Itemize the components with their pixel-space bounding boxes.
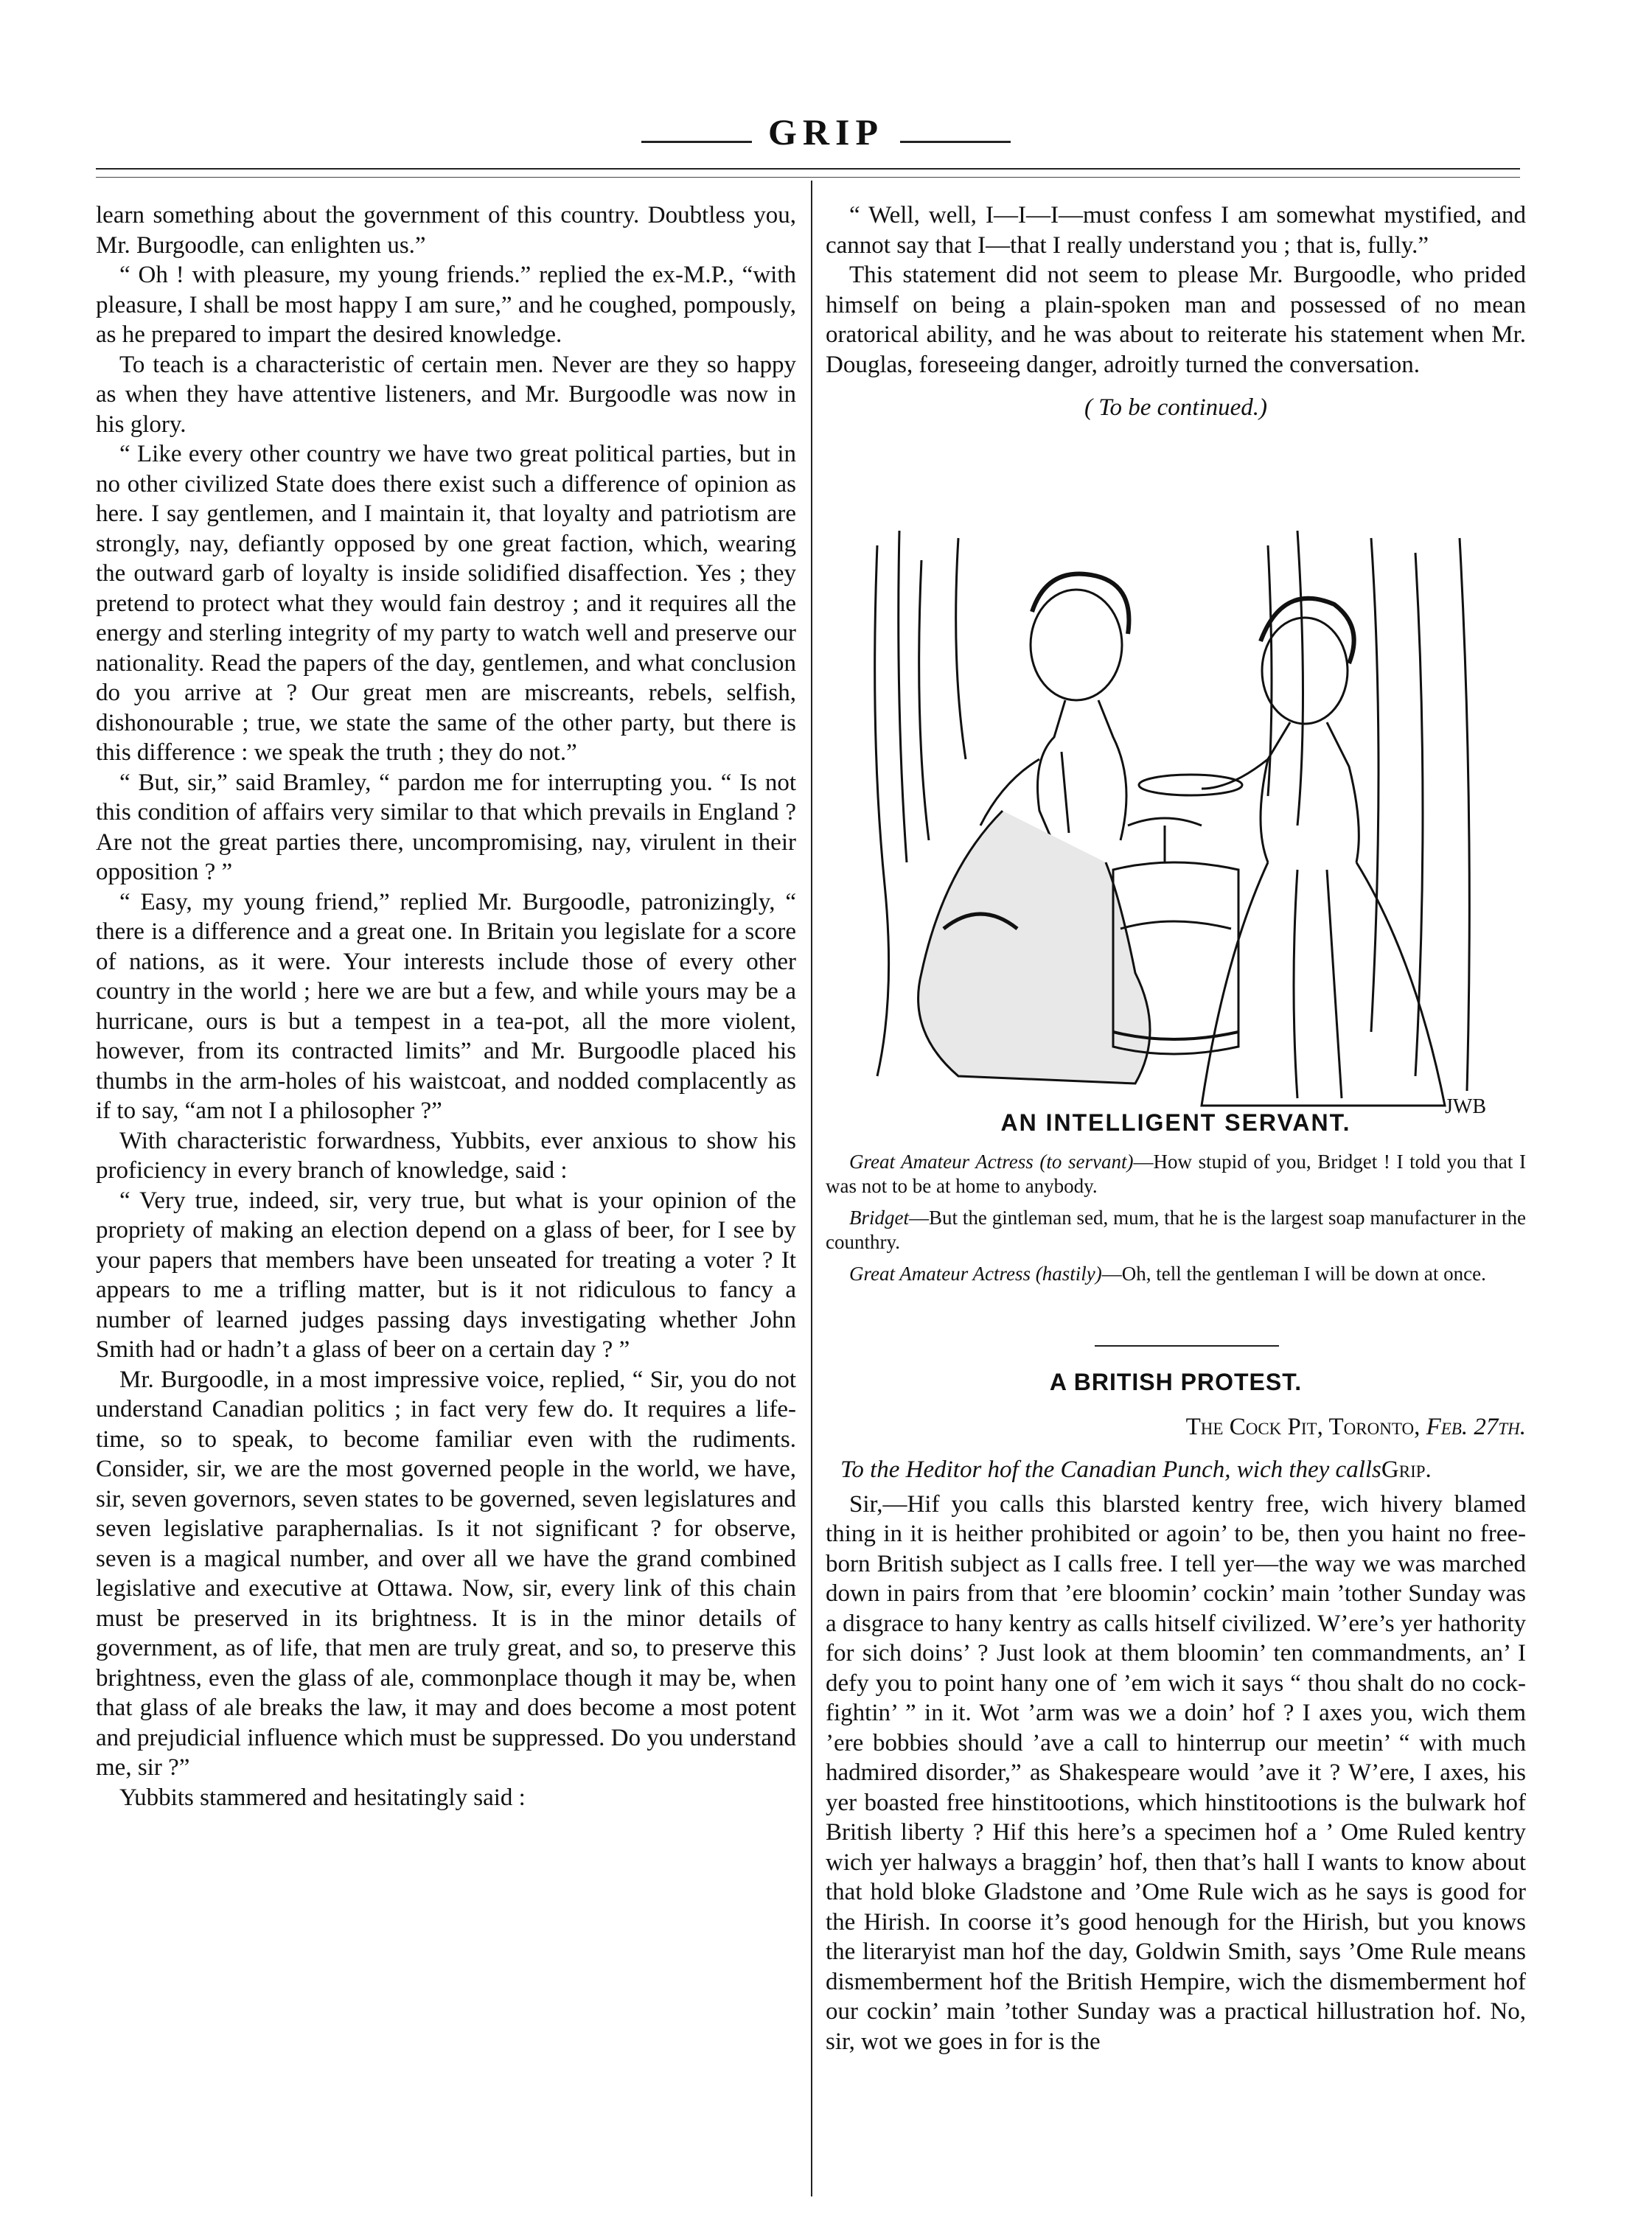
dateline-place: The Cock Pit, Toronto, <box>1185 1413 1421 1440</box>
address-text: To the Heditor hof the Canadian Punch, wich they calls <box>840 1456 1381 1483</box>
masthead <box>0 111 1652 153</box>
masthead-rule-left <box>641 141 752 143</box>
section-divider <box>1095 1345 1279 1347</box>
caption-speaker: Great Amateur Actress (to servant) <box>849 1151 1134 1173</box>
dateline-date: Feb. 27th. <box>1426 1413 1526 1440</box>
caption-line <box>826 1206 1526 1254</box>
cartoon-title: AN INTELLIGENT SERVANT. <box>1000 1109 1351 1136</box>
article-body: Sir,—Hif you calls this blarsted kentry free, wich hivery blamed thing in it is heither prohibited or agoin’ to be, then you haint no free-born British subject as I calls free. I tell yer—the way we was marched down in pairs from that ’ere bloomin’ cockin’ main ’tother Sunday was a disgrace to hany kentry as calls hitself civilized. W’ere’s yer hathority for sich doins’ ? Just look at them bloomin’ ten commandments, an’ I defy you to point hany one of ’em wich it says “ thou shalt do no cock-fightin’ ” in it. Wot ’arm was we a doin’ hof ? I axes you, wich them ’ere bobbies should ’ave a call to hinterrup our meetin’ “ with much hadmired disorder,” as Shakespeare would ’ave it ? W’ere, I axes, his yer boasted free hinstitootions, which hinstitootions is the bulwark hof British liberty ? Hif this here’s a specimen hof a ’ Ome Ruled kentry wich yer halways a braggin’ hof, then that’s hall I wants to know about that hold bloke Gladstone and ’Ome Rule wich as he says is good for the Hirish. In coorse it’s good henough for the Hirish, but you knows the literaryist man hof the day, Goldwin Smith, says ’Ome Rule means dismemberment hof the British Hempire, wich the dismemberment hof our cockin’ main ’tother Sunday was a practical hillustration hof. No, sir, wot we goes in for is the <box>826 1490 1526 2055</box>
masthead-rule-right <box>900 141 1011 143</box>
british-protest-article <box>826 1367 1526 2056</box>
header-rule-thin <box>96 177 1520 178</box>
address-name: Grip. <box>1381 1456 1432 1483</box>
column-divider <box>811 181 812 2196</box>
paragraph: Mr. Burgoodle, in a most impressive voice, replied, “ Sir, you do not understand Canadian politics ; in fact very few do. It requires a life-time, so to speak, to become familiar even with the rudiments. Consider, sir, we are the most governed people in the world, we have, sir, seven governors, seven states to be governed, seven legislatures and seven legislative paraphernalias. Is it not significant ? for observe, seven is a magical number, and over all we have the grand combined legislative and executive at Ottawa. Now, sir, every link of this chain must be preserved in its brightness. It is in the minor details of government, as of life, that men are truly great, and so, to preserve this brightness, even the glass of ale, commonplace though it may be, when that glass of ale breaks the law, it may and does become a most potent and prejudicial influence which must be suppressed. Do you understand me, sir ?” <box>96 1366 796 1781</box>
paragraph: “ Like every other country we have two great political parties, but in no other civilized State does there exist such a difference of opinion as here. I say gentlemen, and I maintain it, that loyalty and patriotism are strongly, nay, defiantly opposed by one great faction, which, wearing the outward garb of loyalty is inside solidified disaffection. Yes ; they pretend to protect what they would fain destroy ; and it requires all the energy and sterling integrity of my party to watch well and preserve our nationality. Read the papers of the day, gentlemen, and what conclusion do you arrive at ? Our great men are miscreants, rebels, selfish, dishonourable ; true, we state the same of the other party, but there is this difference : we speak the truth ; they do not.” <box>96 441 796 766</box>
paragraph: This statement did not seem to please Mr. Burgoodle, who prided himself on being a plain-spoken man and possessed of no mean oratorical ability, and he was about to reiterate his statement when Mr. Douglas, foreseeing danger, adroitly turned the conversation. <box>826 262 1526 378</box>
caption-text: —Oh, tell the gentleman I will be down at once. <box>1101 1263 1486 1285</box>
paragraph: “ Oh ! with pleasure, my young friends.” replied the ex-M.P., “with pleasure, I shall be most happy I am sure,” and he coughed, pompously, as he prepared to impart the desired knowledge. <box>96 262 796 348</box>
caption-text: —How stupid of you, Bridget ! I told you that I was not to be at home to anybody. <box>826 1151 1527 1197</box>
paragraph: With characteristic forwardness, Yubbits, ever anxious to show his proficiency in every branch of knowledge, said : <box>96 1127 796 1184</box>
illustration-signature: JWB <box>1445 1095 1486 1118</box>
caption-line <box>826 1150 1526 1198</box>
cartoon-illustration <box>855 516 1504 1128</box>
cartoon-caption <box>826 1109 1526 1294</box>
article-title: A BRITISH PROTEST. <box>1049 1369 1303 1395</box>
paragraph: “ Well, well, I—I—I—must confess I am somewhat mystified, and cannot say that I—that I really understand you ; that is, fully.” <box>826 202 1526 259</box>
caption-text: —But the gintleman sed, mum, that he is the largest soap manufacturer in the counthry. <box>826 1207 1526 1253</box>
caption-line <box>826 1262 1526 1286</box>
right-column-top <box>826 200 1526 423</box>
paragraph: learn something about the government of this country. Doubtless you, Mr. Burgoodle, can enlighten us.” <box>96 202 796 259</box>
left-column <box>96 200 796 1812</box>
dateline <box>826 1412 1526 1442</box>
paragraph: To teach is a characteristic of certain men. Never are they so happy as when they have attentive listeners, and Mr. Burgoodle was now in his glory. <box>96 351 796 438</box>
salutation-address <box>826 1455 1526 1485</box>
header-rule <box>96 168 1520 170</box>
to-be-continued: ( To be continued.) <box>1084 394 1268 421</box>
paragraph: Yubbits stammered and hesitatingly said : <box>119 1784 526 1811</box>
paragraph: “ Easy, my young friend,” replied Mr. Burgoodle, patronizingly, “ there is a difference and a great one. In Britain you legislate for a score of nations, as it were. Your interests include those of every other country in the world ; here we are but a few, and while yours may be a hurricane, ours is but a tempest in a tea-pot, all the more violent, however, from its contracted limits” and Mr. Burgoodle placed his thumbs in the arm-holes of his waistcoat, and nodded complacently as if to say, “am not I a philosopher ?” <box>96 888 796 1124</box>
masthead-title: GRIP <box>768 111 884 153</box>
caption-speaker: Great Amateur Actress (hastily) <box>849 1263 1102 1285</box>
paragraph: “ Very true, indeed, sir, very true, but what is your opinion of the propriety of making an election depend on a glass of beer, for I see by your papers that members have been unseated for treating a voter ? It appears to me a trifling matter, but is it not ridiculous to fancy a number of learned judges passing days investigating whether John Smith had or hadn’t a glass of beer on a certain day ? ” <box>96 1187 796 1363</box>
paragraph: “ But, sir,” said Bramley, “ pardon me for interrupting you. “ Is not this condition of affairs very similar to that which prevails in England ? Are not the great parties there, uncompromising, nay, virulent in their opposition ? ” <box>96 769 796 885</box>
caption-speaker: Bridget <box>849 1207 909 1229</box>
